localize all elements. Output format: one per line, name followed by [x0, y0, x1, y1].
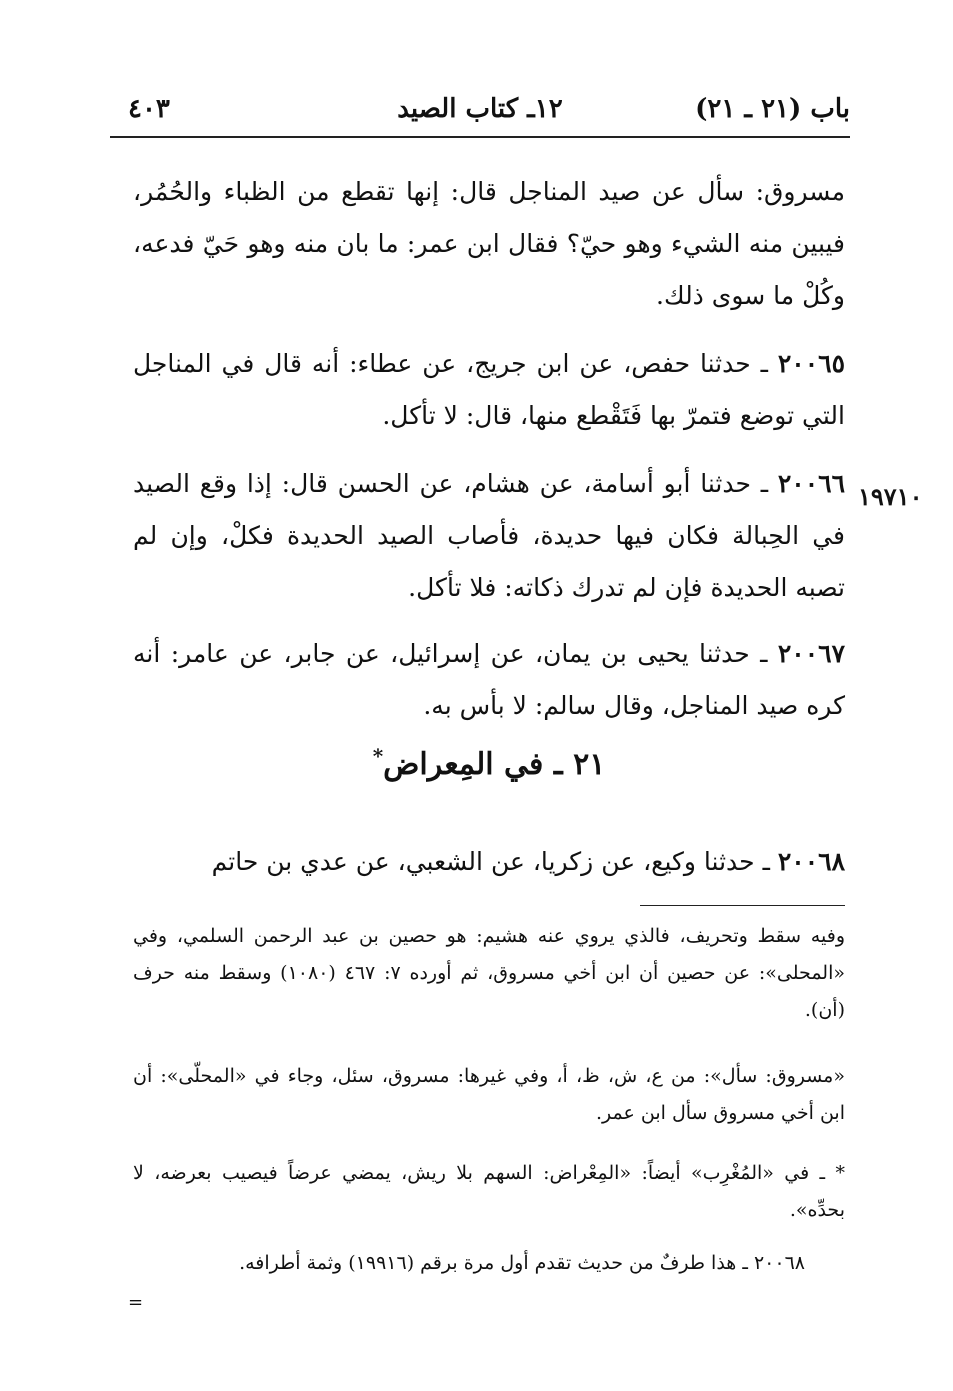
footnote-separator [640, 905, 845, 906]
continued-mark: = [128, 1292, 144, 1313]
hadith-text: ـ حدثنا حفص، عن ابن جريج، عن عطاء: أنه قال في المناجل التي توضع فتمرّ بها فَتَقْطع منها، قال: لا تأكل. [133, 349, 845, 430]
hadith-20067 [133, 628, 845, 732]
hadith-text: ـ حدثنا يحيى بن يمان، عن إسرائيل، عن جابر، عن عامر: أنه كره صيد المناجل، وقال سالم: لا بأس به. [133, 639, 845, 720]
hadith-number: ٢٠٠٦٦ [777, 469, 846, 498]
paragraph-continued: مسروق: سأل عن صيد المناجل قال: إنها تقطع من الظباء والحُمُر، فيبين منه الشيء وهو حيّ؟ فقال ابن عمر: ما بان منه وهو حَيّ فدعه، وكُلْ ما سوى ذلك. [133, 177, 845, 310]
book-title: ١٢ـ كتاب الصيد [397, 94, 563, 124]
hadith-number: ٢٠٠٦٧ [777, 639, 845, 668]
footnote-4: ٢٠٠٦٨ ـ هذا طرفٌ من حديث تقدم أول مرة برقم (١٩٩١٦) وثمة أطرافه. [239, 1252, 805, 1274]
hadith-20065 [133, 338, 845, 442]
chapter-title: ٢١ ـ في المِعراض [383, 747, 606, 782]
footnote-1: وفيه سقط وتحريف، فالذي يروي عنه هشيم: هو حصين بن عبد الرحمن السلمي، وفي «المحلى»: عن حصين أن ابن أخي مسروق، ثم أورده ٧: ٤٦٧ (١٠٨٠) وسقط منه حرف (أن). [133, 925, 846, 1021]
chapter-heading [133, 744, 845, 782]
footnote-2: «مسروق: سأل»: من ع، ش، ظ، أ، وفي غيرها: مسروق، سئل، وجاء في «المحلّى»: أن ابن أخي مسروق سأل ابن عمر. [133, 1065, 845, 1124]
footnote-marker: * [372, 744, 384, 768]
hadith-20068 [133, 836, 845, 888]
hadith-number: ٢٠٠٦٥ [777, 349, 845, 378]
hadith-text: ـ حدثنا وكيع، عن زكريا، عن الشعبي، عن عدي بن حاتم [211, 847, 770, 876]
hadith-text: ـ حدثنا أبو أسامة، عن هشام، عن الحسن قال: إذا وقع الصيد في الحِبالة فكان فيها حديدة، فأصاب الصيد الحديدة فكلْ، وإن لم تصبه الحديدة فإن لم تدرك ذكاته: فلا تأكل. [133, 469, 845, 602]
page-number: ٤٠٣ [128, 94, 170, 124]
chapter-reference: باب (٢١ ـ ٢١) [695, 94, 850, 124]
margin-reference-number: ١٩٧١٠ [858, 482, 923, 511]
footnote-3: * ـ في «المُغْرِب» أيضاً: «المِعْراض: السهم بلا ريش، يمضي عرضاً فيصيب بعرضه، لا بحدِّه». [133, 1162, 845, 1221]
hadith-number: ٢٠٠٦٨ [777, 847, 845, 876]
page-header [110, 92, 850, 138]
hadith-20066 [133, 458, 845, 614]
